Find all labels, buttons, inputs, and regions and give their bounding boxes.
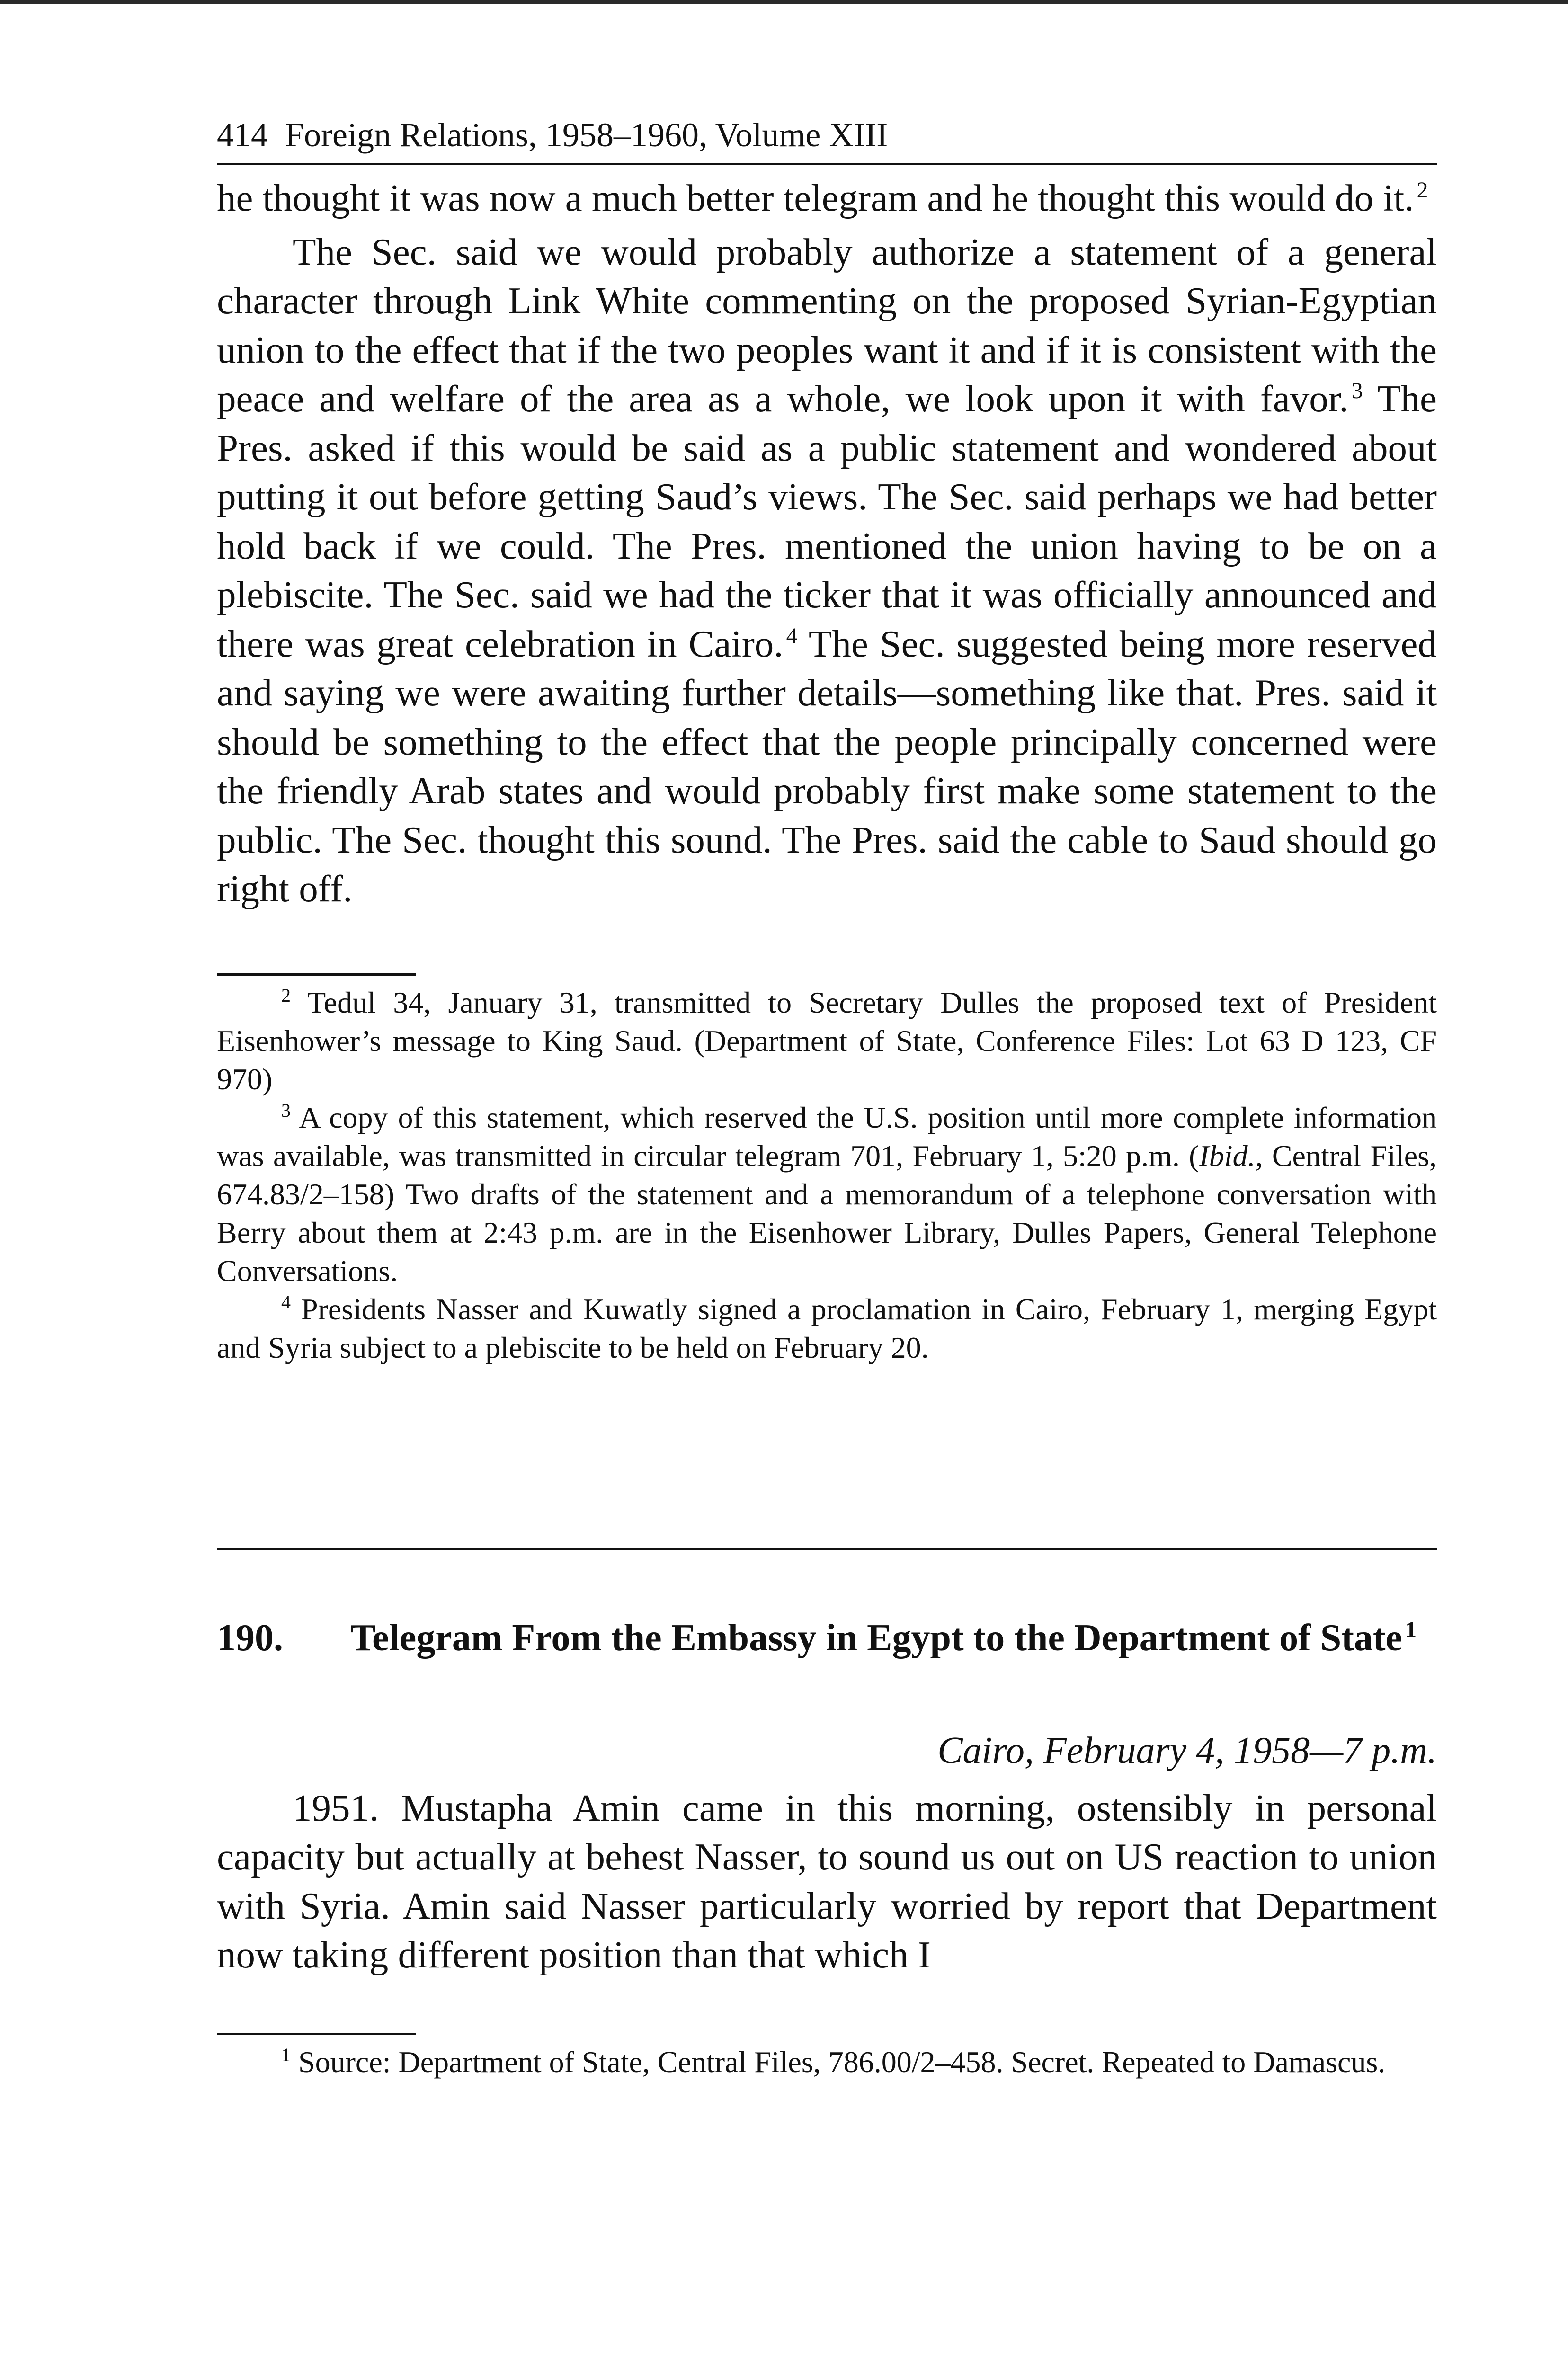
book-page bbox=[217, 114, 1437, 2081]
document-separator-rule bbox=[217, 1548, 1437, 1550]
paragraph-continued bbox=[217, 174, 1437, 223]
footnote-mark: 4 bbox=[281, 1291, 291, 1313]
telegram-body: 1951. Mustapha Amin came in this morning, ostensibly in personal capacity but actually at behest Nasser, to sound us out on US reaction to union with Syria. Amin said Nasser particularly worried by report that Department now taking different position than that which I bbox=[217, 1786, 1437, 1976]
footnote-text-a: A copy of this statement, which reserved the U.S. position until more complete information was available, was transmitted in circular telegram 701, February 1, 5:20 p.m. ( bbox=[217, 1100, 1437, 1173]
paragraph-2-text-b: The Pres. asked if this would be said as a public statement and wondered about putting it out before getting Saud’s views. The Sec. said perhaps we had better hold back if we could. The Pres. mentioned the union having to be on a plebiscite. The Sec. said we had the ticker that it was officially announced and there was great celebration in Cairo. bbox=[217, 377, 1437, 665]
footnote-2 bbox=[217, 983, 1437, 1098]
dateline: Cairo, February 4, 1958—7 p.m. bbox=[937, 1729, 1437, 1771]
footnote-mark: 3 bbox=[281, 1100, 291, 1121]
document-title: Telegram From the Embassy in Egypt to the Department of State bbox=[350, 1617, 1402, 1659]
footnote-rule bbox=[217, 973, 416, 976]
footnote-text: Source: Department of State, Central Files, 786.00/2–458. Secret. Repeated to Damascus. bbox=[298, 2045, 1386, 2079]
footnote-mark: 2 bbox=[281, 985, 291, 1006]
paragraph-2-text-a: The Sec. said we would probably authorize a statement of a general character through Link White commenting on the proposed Syrian-Egyptian union to the effect that if the two peoples want it and if it is consistent with the peace and welfare of the area as a whole, we look upon it with favor. bbox=[217, 230, 1437, 420]
footnote-text-b: , Central Files, 674.83/2–158) Two drafts of the statement and a memorandum of a telephone conversation with Berry about them at 2:43 p.m. are in the Eisenhower Library, Dulles Papers, General Telephone Conversations. bbox=[217, 1139, 1437, 1288]
footnote-text: Presidents Nasser and Kuwatly signed a proclamation in Cairo, February 1, merging Egypt and Syria subject to a plebiscite to be held on February 20. bbox=[217, 1292, 1437, 1364]
footnote-ref-1: 1 bbox=[1405, 1617, 1417, 1642]
footnote-ref-3: 3 bbox=[1351, 378, 1363, 403]
page-number: 414 bbox=[217, 116, 268, 154]
footnote-ref-4: 4 bbox=[786, 623, 798, 649]
document-number: 190. bbox=[217, 1617, 283, 1659]
footnote-ref-2: 2 bbox=[1417, 178, 1428, 203]
document-heading bbox=[217, 1614, 1437, 1662]
scan-edge-line bbox=[0, 0, 1568, 4]
paragraph-sec-statement bbox=[217, 228, 1437, 914]
footnote-mark: 1 bbox=[281, 2044, 291, 2066]
footnote-1 bbox=[217, 2043, 1437, 2081]
footnote-rule bbox=[217, 2033, 416, 2035]
footnote-ibid: Ibid. bbox=[1199, 1139, 1256, 1173]
footnote-text: Tedul 34, January 31, transmitted to Secretary Dulles the proposed text of President Eisenhower’s message to King Saud. (Department of State, Conference Files: Lot 63 D 123, CF 970) bbox=[217, 985, 1437, 1096]
running-head bbox=[217, 114, 1437, 165]
document-title-block bbox=[350, 1614, 1437, 1662]
footnote-3 bbox=[217, 1098, 1437, 1290]
running-head-title: Foreign Relations, 1958–1960, Volume XIII bbox=[285, 116, 888, 154]
paragraph-1-text: he thought it was now a much better telegram and he thought this would do it. bbox=[217, 177, 1414, 219]
paragraph-2-text-c: The Sec. suggested being more reserved and saying we were awaiting further details—something like that. Pres. said it should be something to the effect that the people principally concerned were the friendly Arab states and would probably first make some statement to the public. The Sec. thought this sound. The Pres. said the cable to Saud should go right off. bbox=[217, 622, 1437, 910]
footnote-4 bbox=[217, 1290, 1437, 1367]
